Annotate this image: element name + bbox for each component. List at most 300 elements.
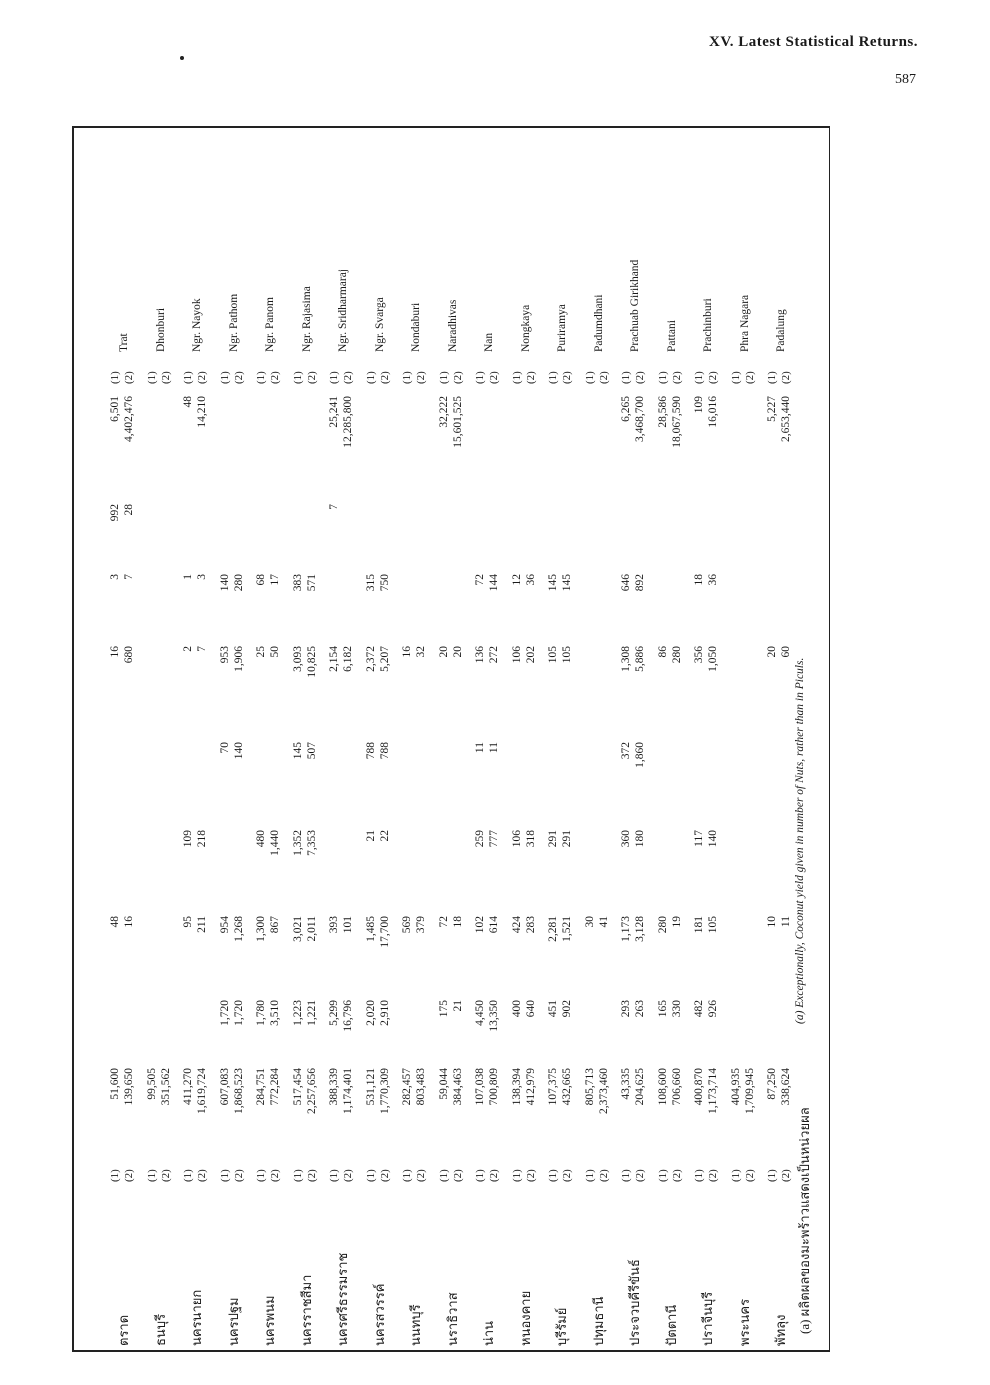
- value-c6-1: 356: [693, 646, 705, 664]
- value-cell-c2: [400, 1000, 436, 1064]
- row-index-labels: [619, 1160, 655, 1182]
- value-c2-2: 263: [634, 1000, 646, 1018]
- value-cell-c4: [291, 830, 327, 894]
- value-cell-c4: [729, 830, 765, 894]
- value-cell-c6: [400, 646, 436, 718]
- index-1: (1): [255, 371, 267, 384]
- value-cell-c8: [400, 504, 436, 552]
- value-cell-c7: [364, 574, 400, 624]
- value-cell-c1: [656, 1068, 692, 1158]
- value-c2-2: 21: [451, 1000, 464, 1012]
- value-c7-1: 140: [218, 574, 231, 592]
- value-cell-c1: [400, 1068, 436, 1158]
- value-cell-c3: [437, 916, 473, 980]
- value-c3-2: 867: [269, 916, 281, 934]
- value-cell-c3: [145, 916, 181, 980]
- value-cell-c1: [327, 1068, 363, 1158]
- value-c1-2: 700,809: [488, 1068, 500, 1106]
- value-cell-c1: [108, 1068, 144, 1158]
- row-index-labels-right: [108, 362, 144, 384]
- value-cell-c2: [729, 1000, 765, 1064]
- value-c7-2: 145: [561, 574, 573, 592]
- index-2: (2): [634, 371, 646, 384]
- value-c7-2: 571: [305, 574, 318, 592]
- value-c3-1: 10: [766, 916, 778, 928]
- value-c3-2: 17,700: [378, 916, 391, 948]
- province-thai-name: นนทบุรี: [408, 1304, 423, 1346]
- value-cell-c9: [765, 396, 801, 488]
- index-2: (2): [232, 371, 245, 384]
- value-cell-c9: [656, 396, 692, 488]
- table-row: [619, 128, 655, 1352]
- index-1: (1): [255, 1169, 267, 1182]
- value-c4-2: 180: [634, 830, 646, 848]
- table-row: [218, 128, 254, 1352]
- value-cell-c8: [583, 504, 619, 552]
- index-1: (1): [620, 1169, 632, 1182]
- row-index-labels: [546, 1160, 582, 1182]
- value-cell-c5: [108, 742, 144, 806]
- value-cell-c6: [583, 646, 619, 718]
- value-cell-c8: [145, 504, 181, 552]
- value-c6-2: 1,906: [232, 646, 245, 672]
- value-cell-c3: [400, 916, 436, 980]
- value-c7-1: 72: [474, 574, 486, 586]
- footnote-english: (a) Exceptionally, Coconut yield given in number of Nuts, rather than in Piculs.: [794, 657, 806, 1024]
- index-2: (2): [123, 371, 135, 384]
- value-cell-c1: [473, 1068, 509, 1158]
- value-c6-2: 50: [269, 646, 281, 658]
- value-cell-c9: [437, 396, 473, 488]
- value-c1-2: 706,660: [670, 1068, 683, 1106]
- value-c1-1: 284,751: [255, 1068, 267, 1106]
- value-c7-1: 1: [182, 574, 194, 580]
- value-cell-c7: [108, 574, 144, 624]
- index-2: (2): [524, 371, 537, 384]
- index-1: (1): [401, 1169, 413, 1182]
- value-c7-1: 3: [109, 574, 121, 580]
- province-english-name: Nan: [483, 332, 495, 352]
- value-cell-c2: [364, 1000, 400, 1064]
- value-c1-2: 803,483: [415, 1068, 427, 1106]
- value-c1-1: 282,457: [401, 1068, 413, 1106]
- index-2: (2): [305, 371, 318, 384]
- value-cell-c3: [254, 916, 290, 980]
- value-c3-2: 614: [488, 916, 500, 934]
- index-2: (2): [342, 371, 354, 384]
- value-c3-1: 2,281: [547, 916, 559, 942]
- value-c1-1: 99,505: [145, 1068, 158, 1100]
- value-cell-c8: [108, 504, 144, 552]
- value-cell-c9: [400, 396, 436, 488]
- value-c6-1: 1,308: [620, 646, 632, 672]
- index-1: (1): [364, 1169, 377, 1182]
- province-thai-name: นครราชสีมา: [298, 1274, 314, 1346]
- value-cell-c7: [619, 574, 655, 624]
- value-cell-c8: [364, 504, 400, 552]
- index-1: (1): [766, 1169, 778, 1182]
- value-c2-1: 4,450: [474, 1000, 486, 1026]
- value-c2-2: 2,910: [378, 1000, 391, 1026]
- value-cell-c5: [181, 742, 217, 806]
- value-c5-1: 788: [364, 742, 377, 760]
- value-cell-c2: [145, 1000, 181, 1064]
- value-cell-c6: [473, 646, 509, 718]
- value-c3-2: 11: [780, 916, 792, 928]
- row-index-labels: [181, 1160, 217, 1182]
- province-english-name: Ngr. Nayok: [191, 298, 203, 352]
- value-c6-2: 10,825: [305, 646, 318, 678]
- value-c9-2: 16,016: [707, 396, 719, 428]
- value-cell-c1: [254, 1068, 290, 1158]
- footnote-thai: (a) ผลิตผลของมะพร้าวแสดงเป็นหน่วยผล: [797, 1107, 812, 1334]
- value-cell-c6: [145, 646, 181, 718]
- value-c6-1: 20: [766, 646, 778, 658]
- index-2: (2): [561, 1169, 573, 1182]
- index-2: (2): [269, 1169, 281, 1182]
- value-c3-1: 569: [401, 916, 413, 934]
- value-c7-2: 36: [524, 574, 537, 586]
- index-2: (2): [232, 1169, 245, 1182]
- value-c3-1: 95: [182, 916, 194, 928]
- value-c5-2: 140: [232, 742, 245, 760]
- value-c3-2: 1,521: [561, 916, 573, 942]
- index-2: (2): [415, 371, 427, 384]
- value-c1-2: 1,709,945: [743, 1068, 756, 1114]
- value-c6-1: 106: [510, 646, 523, 664]
- table-row: [546, 128, 582, 1352]
- value-cell-c2: [108, 1000, 144, 1064]
- value-c1-1: 388,339: [328, 1068, 340, 1106]
- value-cell-c6: [327, 646, 363, 718]
- value-c6-1: 136: [474, 646, 486, 664]
- value-cell-c6: [619, 646, 655, 718]
- row-index-labels: [692, 1160, 728, 1182]
- value-c1-1: 517,454: [291, 1068, 304, 1106]
- row-index-labels-right: [473, 362, 509, 384]
- value-c1-1: 43,335: [620, 1068, 632, 1100]
- value-c3-2: 16: [123, 916, 135, 928]
- index-1: (1): [693, 371, 705, 384]
- value-c1-1: 400,870: [693, 1068, 705, 1106]
- index-2: (2): [451, 371, 464, 384]
- province-thai-name: นครสวรรค์: [371, 1283, 387, 1346]
- index-1: (1): [510, 1169, 523, 1182]
- index-2: (2): [670, 1169, 683, 1182]
- value-cell-c5: [583, 742, 619, 806]
- value-cell-c7: [254, 574, 290, 624]
- value-c9-1: 6,501: [109, 396, 121, 422]
- index-1: (1): [218, 371, 231, 384]
- index-2: (2): [524, 1169, 537, 1182]
- value-c5-2: 1,860: [634, 742, 646, 768]
- value-cell-c7: [145, 574, 181, 624]
- value-cell-c3: [510, 916, 546, 980]
- value-c6-1: 2: [182, 646, 194, 652]
- value-cell-c3: [108, 916, 144, 980]
- row-index-labels: [218, 1160, 254, 1182]
- province-english-name: Nondaburi: [410, 302, 422, 352]
- value-cell-c5: [364, 742, 400, 806]
- index-2: (2): [415, 1169, 427, 1182]
- value-c1-2: 2,257,656: [305, 1068, 318, 1114]
- value-c2-1: 1,780: [255, 1000, 267, 1026]
- value-c4-1: 291: [547, 830, 559, 848]
- value-c2-2: 1,720: [232, 1000, 245, 1026]
- value-c3-1: 72: [437, 916, 450, 928]
- value-c1-1: 607,083: [218, 1068, 231, 1106]
- table-row: [510, 128, 546, 1352]
- value-c7-2: 7: [123, 574, 135, 580]
- value-c6-2: 680: [123, 646, 135, 664]
- value-cell-c1: [218, 1068, 254, 1158]
- value-cell-c5: [218, 742, 254, 806]
- value-c7-1: 145: [547, 574, 559, 592]
- value-c1-2: 338,624: [780, 1068, 792, 1106]
- index-1: (1): [547, 371, 559, 384]
- index-2: (2): [597, 371, 610, 384]
- value-c6-2: 5,207: [378, 646, 391, 672]
- province-english-name: Nongkaya: [519, 304, 532, 352]
- value-c2-1: 1,223: [291, 1000, 304, 1026]
- value-c7-1: 383: [291, 574, 304, 592]
- province-thai-name: ปราจีนบุรี: [700, 1291, 715, 1346]
- value-cell-c9: [619, 396, 655, 488]
- value-c1-2: 384,463: [451, 1068, 464, 1106]
- value-c3-2: 105: [707, 916, 719, 934]
- value-c2-2: 640: [524, 1000, 537, 1018]
- value-cell-c6: [437, 646, 473, 718]
- row-index-labels-right: [583, 362, 619, 384]
- value-c2-2: 330: [670, 1000, 683, 1018]
- value-c1-2: 1,619,724: [196, 1068, 208, 1114]
- province-thai-name: หนองคาย: [517, 1290, 533, 1346]
- province-thai-name: นครปฐม: [225, 1297, 241, 1346]
- index-1: (1): [656, 371, 669, 384]
- value-c8-1: 7: [328, 504, 340, 510]
- value-c9-2: 4,402,476: [123, 396, 135, 442]
- value-c6-2: 5,886: [634, 646, 646, 672]
- index-1: (1): [583, 371, 596, 384]
- value-cell-c4: [254, 830, 290, 894]
- value-c6-1: 25: [255, 646, 267, 658]
- table-row: [364, 128, 400, 1352]
- value-cell-c5: [510, 742, 546, 806]
- value-c3-2: 2,011: [305, 916, 318, 942]
- value-c2-2: 1,221: [305, 1000, 318, 1026]
- value-cell-c9: [291, 396, 327, 488]
- value-cell-c8: [546, 504, 582, 552]
- index-1: (1): [474, 371, 486, 384]
- value-cell-c7: [327, 574, 363, 624]
- statistics-table-frame: [72, 126, 830, 1352]
- value-cell-c3: [546, 916, 582, 980]
- value-cell-c9: [546, 396, 582, 488]
- row-index-labels: [364, 1160, 400, 1182]
- value-c8-1: 992: [109, 504, 121, 522]
- table-row: [291, 128, 327, 1352]
- index-1: (1): [401, 371, 413, 384]
- index-2: (2): [561, 371, 573, 384]
- value-cell-c1: [364, 1068, 400, 1158]
- value-cell-c1: [510, 1068, 546, 1158]
- value-cell-c6: [692, 646, 728, 718]
- row-index-labels-right: [692, 362, 728, 384]
- value-c6-2: 272: [488, 646, 500, 664]
- index-1: (1): [729, 1169, 742, 1182]
- row-index-labels-right: [400, 362, 436, 384]
- value-c3-1: 1,485: [364, 916, 377, 942]
- value-c5-1: 145: [291, 742, 304, 760]
- table-row: [145, 128, 181, 1352]
- value-c1-2: 432,665: [561, 1068, 573, 1106]
- value-cell-c4: [108, 830, 144, 894]
- value-c4-1: 360: [620, 830, 632, 848]
- index-2: (2): [488, 1169, 500, 1182]
- value-c3-1: 181: [693, 916, 705, 934]
- value-c6-2: 32: [415, 646, 427, 658]
- row-index-labels-right: [181, 362, 217, 384]
- ink-dot: [180, 56, 184, 60]
- value-c3-2: 1,268: [232, 916, 245, 942]
- index-2: (2): [743, 371, 756, 384]
- value-c6-1: 105: [547, 646, 559, 664]
- value-cell-c2: [291, 1000, 327, 1064]
- value-cell-c6: [729, 646, 765, 718]
- value-c4-2: 777: [488, 830, 500, 848]
- value-cell-c3: [473, 916, 509, 980]
- rotated-table: [74, 128, 830, 1352]
- value-c9-1: 5,227: [766, 396, 778, 422]
- value-cell-c7: [510, 574, 546, 624]
- table-row: [656, 128, 692, 1352]
- value-c3-2: 3,128: [634, 916, 646, 942]
- value-cell-c6: [656, 646, 692, 718]
- value-cell-c7: [400, 574, 436, 624]
- value-c9-1: 32,222: [437, 396, 450, 428]
- value-cell-c9: [510, 396, 546, 488]
- value-c9-1: 28,586: [656, 396, 669, 428]
- value-c1-2: 2,373,460: [597, 1068, 610, 1114]
- index-1: (1): [109, 371, 121, 384]
- value-cell-c3: [692, 916, 728, 980]
- value-cell-c7: [546, 574, 582, 624]
- value-c6-1: 953: [218, 646, 231, 664]
- value-c5-1: 372: [620, 742, 632, 760]
- value-cell-c6: [181, 646, 217, 718]
- value-cell-c5: [327, 742, 363, 806]
- index-1: (1): [437, 371, 450, 384]
- row-index-labels: [291, 1160, 327, 1182]
- value-c3-2: 283: [524, 916, 537, 934]
- value-c6-2: 60: [780, 646, 792, 658]
- value-cell-c8: [729, 504, 765, 552]
- value-c4-1: 480: [255, 830, 267, 848]
- province-english-name: Prachinburi: [702, 298, 714, 352]
- value-c3-1: 424: [510, 916, 523, 934]
- value-cell-c4: [327, 830, 363, 894]
- row-index-labels-right: [437, 362, 473, 384]
- value-c6-1: 16: [401, 646, 413, 658]
- value-c3-1: 393: [328, 916, 340, 934]
- index-2: (2): [707, 1169, 719, 1182]
- value-cell-c9: [473, 396, 509, 488]
- index-2: (2): [123, 1169, 135, 1182]
- row-index-labels: [145, 1160, 181, 1182]
- row-index-labels-right: [291, 362, 327, 384]
- value-c6-1: 3,093: [291, 646, 304, 672]
- value-cell-c5: [437, 742, 473, 806]
- value-c2-1: 451: [547, 1000, 559, 1018]
- value-cell-c4: [400, 830, 436, 894]
- row-index-labels: [729, 1160, 765, 1182]
- row-index-labels: [400, 1160, 436, 1182]
- row-index-labels: [254, 1160, 290, 1182]
- row-index-labels-right: [619, 362, 655, 384]
- value-c1-1: 107,038: [474, 1068, 486, 1106]
- value-c7-2: 144: [488, 574, 500, 592]
- value-c1-2: 1,174,401: [342, 1068, 354, 1114]
- index-1: (1): [328, 371, 340, 384]
- value-cell-c9: [254, 396, 290, 488]
- value-c1-2: 204,625: [634, 1068, 646, 1106]
- row-index-labels: [108, 1160, 144, 1182]
- value-c2-1: 2,020: [364, 1000, 377, 1026]
- value-cell-c4: [473, 830, 509, 894]
- value-cell-c7: [218, 574, 254, 624]
- value-cell-c6: [546, 646, 582, 718]
- value-cell-c6: [364, 646, 400, 718]
- value-c9-2: 2,653,440: [780, 396, 792, 442]
- value-cell-c5: [254, 742, 290, 806]
- province-english-name: Ngr. Sridharmaraj: [337, 268, 349, 352]
- value-c9-1: 109: [693, 396, 705, 414]
- value-c6-1: 2,154: [328, 646, 340, 672]
- value-c4-1: 109: [182, 830, 194, 848]
- province-english-name: Ngr. Pathom: [227, 293, 240, 352]
- value-cell-c8: [619, 504, 655, 552]
- row-index-labels: [656, 1160, 692, 1182]
- value-c2-1: 400: [510, 1000, 523, 1018]
- table-row: [400, 128, 436, 1352]
- value-cell-c7: [437, 574, 473, 624]
- value-cell-c8: [181, 504, 217, 552]
- row-index-labels: [473, 1160, 509, 1182]
- value-c1-1: 805,713: [583, 1068, 596, 1106]
- province-english-name: Ngr. Rajasima: [300, 286, 313, 352]
- value-c4-1: 21: [364, 830, 377, 842]
- value-cell-c8: [327, 504, 363, 552]
- value-c3-1: 102: [474, 916, 486, 934]
- value-c5-2: 11: [488, 742, 500, 754]
- value-c1-1: 108,600: [656, 1068, 669, 1106]
- value-c4-2: 22: [378, 830, 391, 842]
- value-c1-1: 107,375: [547, 1068, 559, 1106]
- province-thai-name: ตราด: [116, 1314, 131, 1346]
- value-cell-c8: [656, 504, 692, 552]
- province-thai-name: นครนายก: [189, 1289, 204, 1346]
- value-c3-2: 19: [670, 916, 683, 928]
- value-cell-c4: [546, 830, 582, 894]
- value-c4-2: 1,440: [269, 830, 281, 856]
- value-c4-1: 117: [693, 830, 705, 847]
- value-c9-1: 48: [182, 396, 194, 408]
- value-cell-c3: [181, 916, 217, 980]
- index-2: (2): [305, 1169, 318, 1182]
- value-c4-1: 259: [474, 830, 486, 848]
- value-c1-2: 1,173,714: [707, 1068, 719, 1114]
- value-c7-1: 315: [364, 574, 377, 592]
